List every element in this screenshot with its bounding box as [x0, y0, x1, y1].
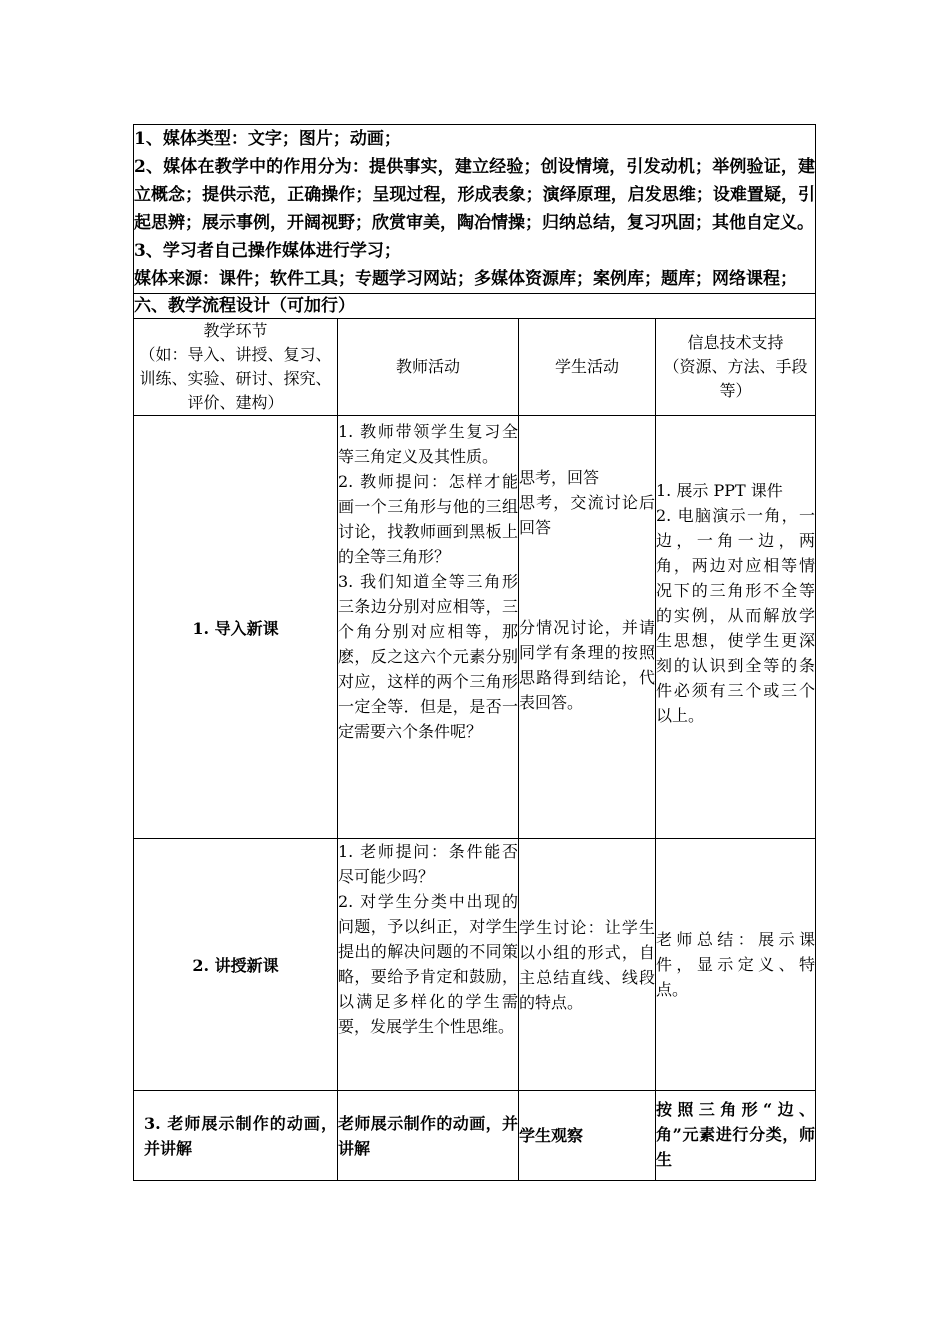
header-teacher: 教师活动 — [338, 319, 519, 416]
teacher-activity-cell — [338, 1091, 519, 1181]
header-stage: 教学环节 （如：导入、讲授、复习、训练、实验、研讨、探究、评价、建构） — [134, 319, 338, 416]
it-support-item: 按照三角形“边、角”元素进行分类，师生 — [656, 1100, 816, 1169]
teacher-activity-item: 老师展示制作的动画，并讲解 — [338, 1113, 518, 1158]
teacher-activity-cell — [338, 839, 519, 1091]
student-activity-item: 思考，交流讨论后回答 — [519, 493, 655, 537]
teacher-activity-item: 2. 教师提问：怎样才能画一个三角形与他的三组讨论，找教师画到黑板上的全等三角形？ — [338, 472, 518, 566]
media-row — [134, 125, 816, 294]
it-support-item: 老师总结：展示课件，显示定义、特点。 — [656, 930, 816, 999]
it-support-cell — [656, 839, 816, 1091]
it-support-cell — [656, 416, 816, 839]
media-source-line: 媒体来源：课件；软件工具；专题学习网站；多媒体资源库；案例库；题库；网络课程； — [134, 269, 797, 289]
stage-cell: 2. 讲授新课 — [134, 839, 338, 1091]
table-row — [134, 1091, 816, 1181]
section-title: 六、教学流程设计（可加行） — [134, 294, 816, 319]
it-support-item: 2. 电脑演示一角，一边，一角一边，两角，两边对应相等情况下的三角形不全等的实例，从而解放学生思想，使学生更深刻的认识到全等的条件必须有三个或三个以上。 — [656, 506, 816, 725]
section-title-row — [134, 294, 816, 319]
stage-cell: 3. 老师展示制作的动画，并讲解 — [134, 1091, 338, 1181]
student-activity-cell — [519, 1091, 656, 1181]
header-row — [134, 319, 816, 416]
it-support-cell — [656, 1091, 816, 1181]
media-role-line: 2、媒体在教学中的作用分为：提供事实，建立经验；创设情境，引发动机；举例验证，建立概念；提供示范，正确操作；呈现过程，形成表象；演绎原理，启发思维；设难置疑，引起思辨；展示事例，开阔视野；欣赏审美，陶冶情操；归纳总结，复习巩固；其他自定义。 — [134, 157, 816, 233]
student-activity-item: 学生讨论：让学生以小组的形式，自主总结直线、线段的特点。 — [519, 917, 655, 1012]
it-support-item: 1. 展示 PPT 课件 — [656, 481, 783, 500]
teacher-activity-cell — [338, 416, 519, 839]
header-student: 学生活动 — [519, 319, 656, 416]
header-it-support: 信息技术支持 （资源、方法、手段等） — [656, 319, 816, 416]
teacher-activity-item: 2. 对学生分类中出现的问题，予以纠正，对学生提出的解决问题的不同策略，要给予肯定和鼓励，以满足多样化的学生需要，发展学生个性思维。 — [338, 892, 518, 1036]
teacher-activity-item: 1. 老师提问：条件能否尽可能少吗？ — [338, 842, 518, 886]
table-row — [134, 416, 816, 839]
student-activity-cell — [519, 839, 656, 1091]
student-activity-item: 分情况讨论，并请同学有条理的按照思路得到结论，代表回答。 — [519, 618, 655, 712]
teacher-activity-item: 1. 教师带领学生复习全等三角定义及其性质。 — [338, 422, 518, 466]
student-activity-item: 思考，回答 — [519, 468, 600, 487]
learner-operate-line: 3、学习者自己操作媒体进行学习； — [134, 241, 401, 261]
media-type-line: 1、媒体类型：文字；图片；动画； — [134, 129, 401, 149]
table-row — [134, 839, 816, 1091]
student-activity-cell — [519, 416, 656, 839]
student-activity-item: 学生观察 — [519, 1126, 584, 1145]
stage-cell: 1. 导入新课 — [134, 416, 338, 839]
lesson-plan-table — [133, 124, 816, 1181]
teacher-activity-item: 3. 我们知道全等三角形三条边分别对应相等，三个角分别对应相等，那麽，反之这六个元素分别对应，这样的两个三角形一定全等．但是，是否一定需要六个条件呢？ — [338, 572, 518, 741]
media-cell — [134, 125, 816, 294]
